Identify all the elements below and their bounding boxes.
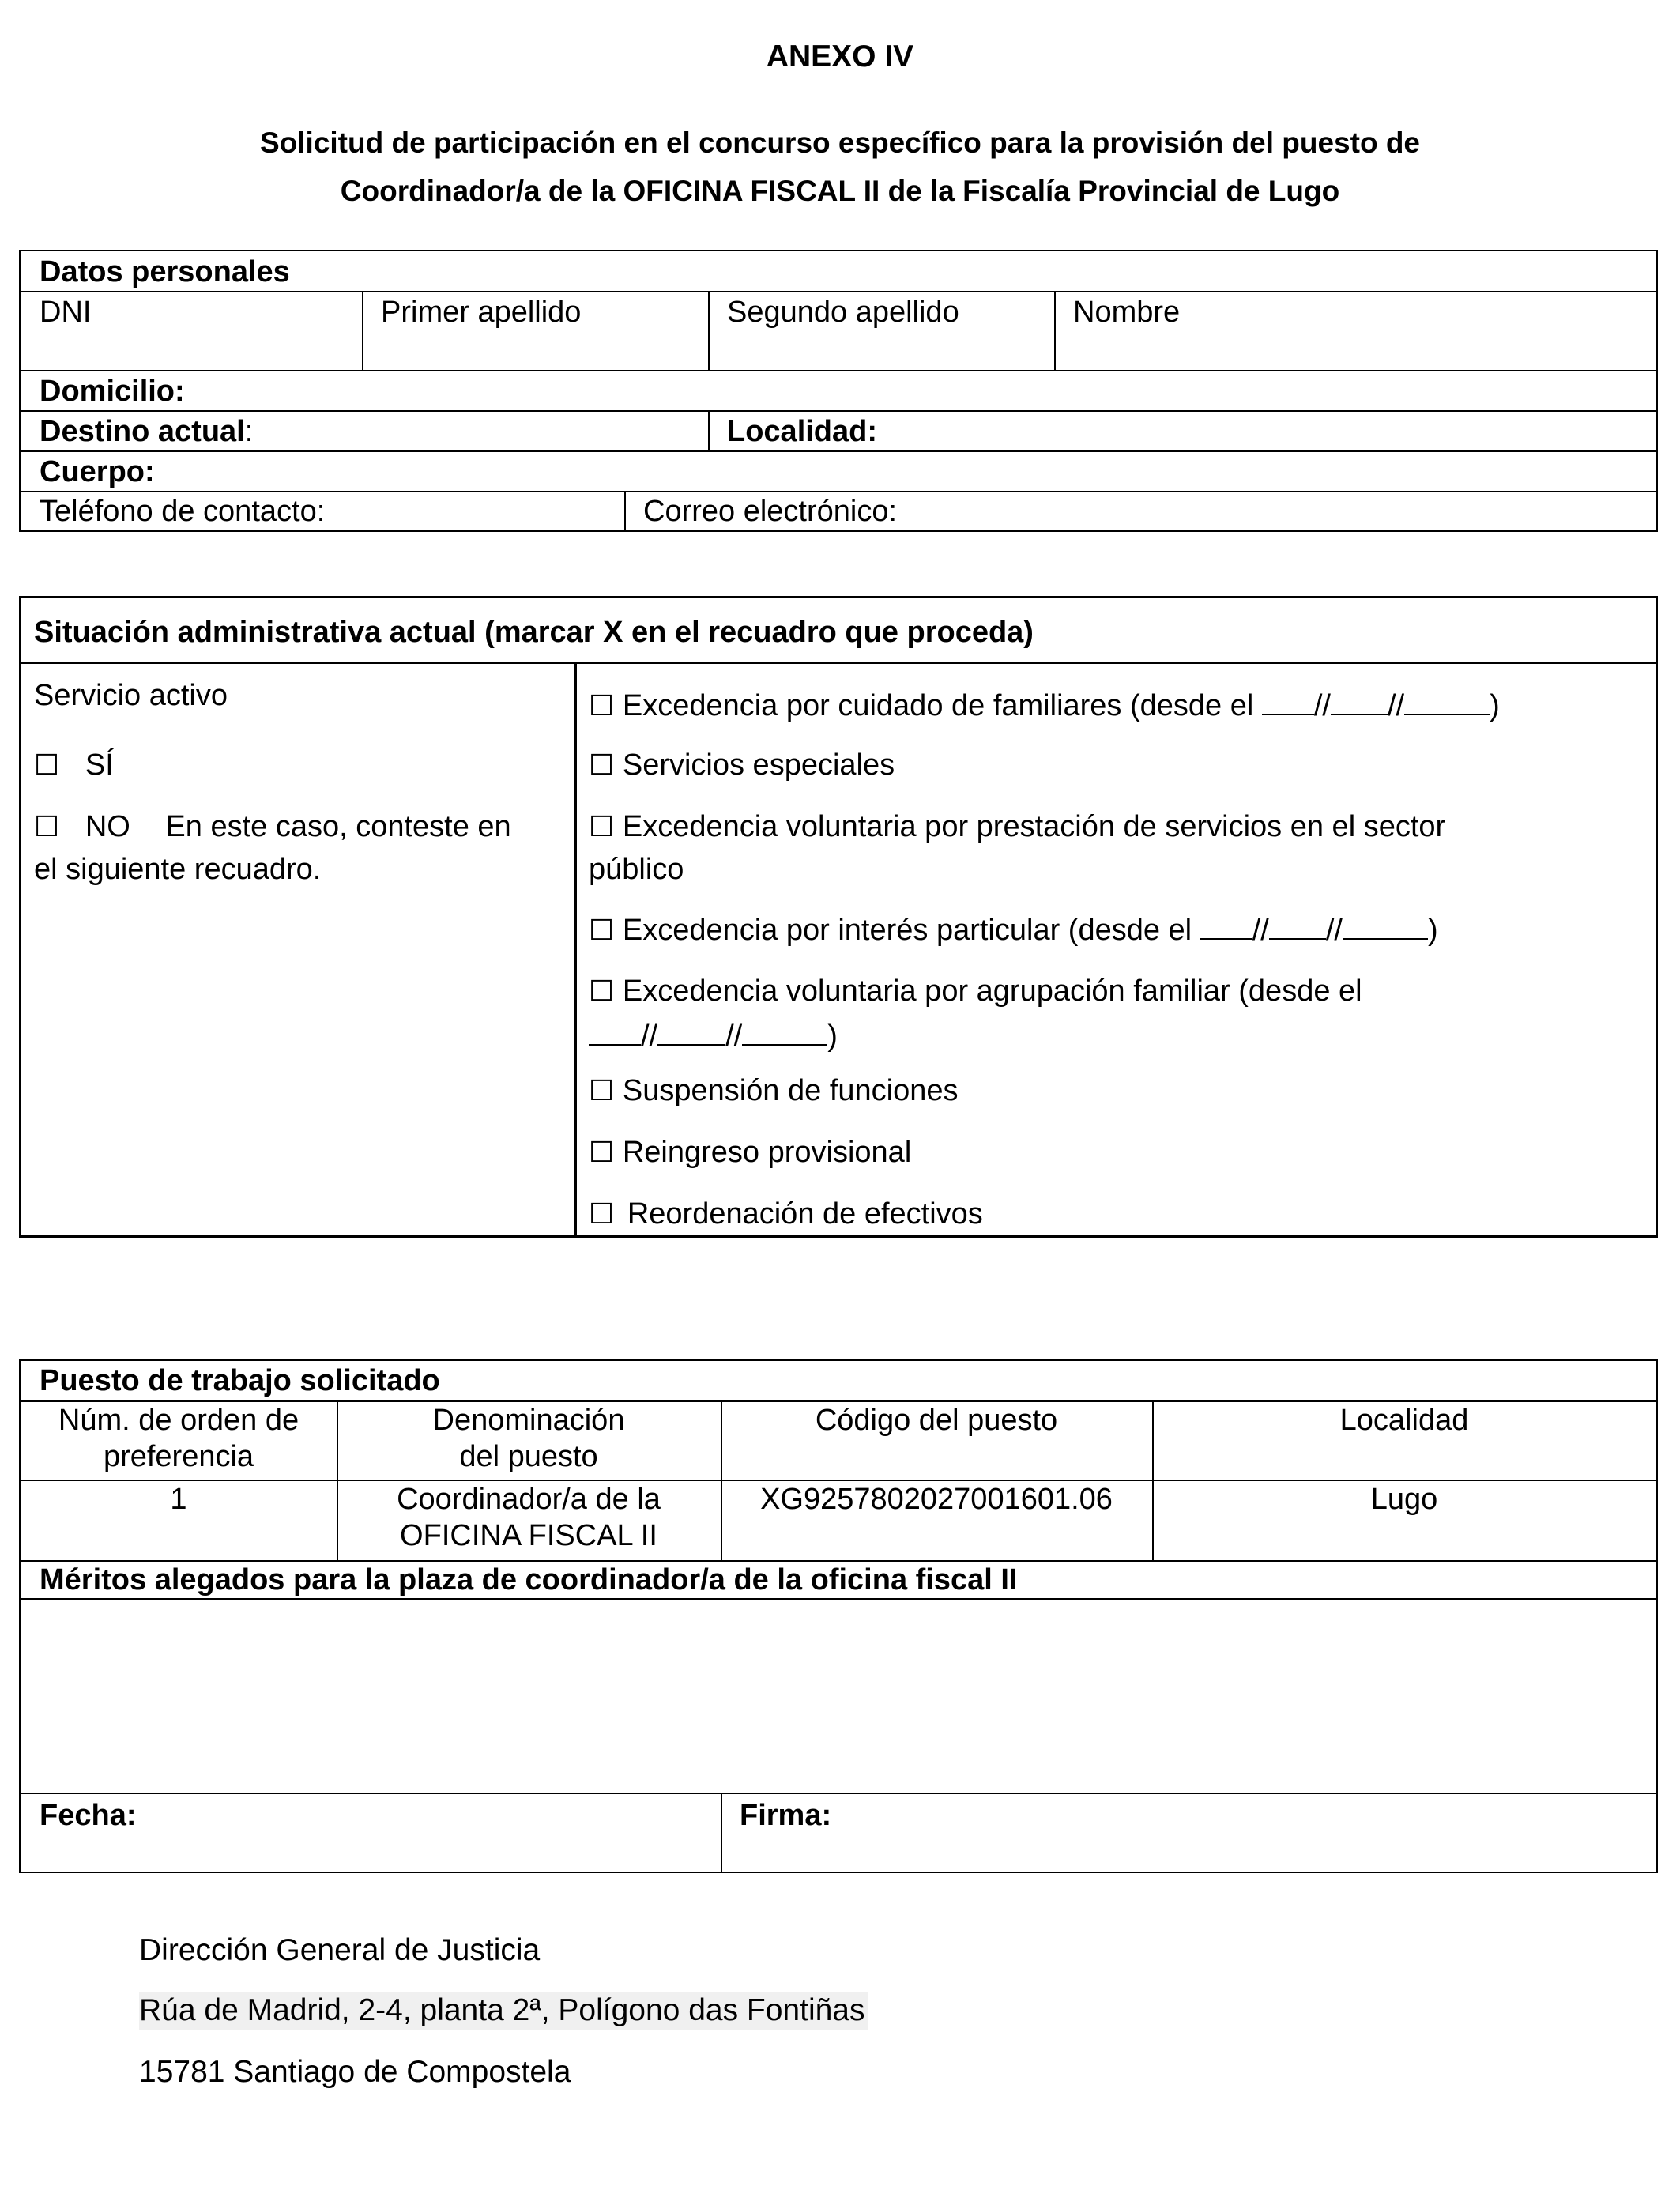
- no-option[interactable]: [34, 809, 511, 846]
- close-paren: ): [1427, 914, 1438, 947]
- phone-label: Teléfono de contacto:: [40, 495, 326, 528]
- current-post-label: [40, 413, 253, 450]
- date-blank[interactable]: [1262, 685, 1314, 715]
- personal-data-table: [19, 250, 1658, 532]
- option-special-services[interactable]: [589, 747, 895, 784]
- date-blank[interactable]: [657, 1016, 725, 1046]
- date-blank[interactable]: [1200, 910, 1252, 940]
- option-label: Reingreso provisional: [622, 1136, 912, 1169]
- name-label: Nombre: [1073, 296, 1181, 329]
- option-family-grouping-leave[interactable]: [589, 973, 1362, 1010]
- option-label: Servicios especiales: [622, 748, 895, 782]
- date-blank[interactable]: [1331, 685, 1388, 715]
- form-title-line1: Solicitud de participación en el concurso específico para la provisión del puesto de: [259, 126, 1421, 159]
- no-note-line2: el siguiente recuadro.: [34, 853, 322, 886]
- second-surname-label: Segundo apellido: [727, 296, 959, 329]
- date-blank[interactable]: [1269, 910, 1326, 940]
- checkbox-icon[interactable]: ☐: [589, 914, 615, 947]
- checkbox-icon[interactable]: ☐: [589, 690, 615, 722]
- signature-label: Firma:: [740, 1799, 832, 1832]
- footer-line1: Dirección General de Justicia: [139, 1933, 541, 1967]
- option-staff-reorganization[interactable]: [589, 1196, 983, 1233]
- form-title-line2: Coordinador/a de la OFICINA FISCAL II de la Fiscalía Provincial de Lugo: [340, 175, 1340, 207]
- option-label: Excedencia voluntaria por prestación de servicios en el sector: [622, 810, 1446, 843]
- merits-field[interactable]: [22, 1600, 1655, 1791]
- date-separator: //: [1325, 914, 1343, 947]
- active-service-label: Servicio activo: [34, 679, 228, 712]
- date-separator: //: [641, 1020, 658, 1053]
- checkbox-icon[interactable]: ☐: [589, 975, 615, 1008]
- checkbox-icon[interactable]: ☐: [589, 1137, 615, 1169]
- requested-post-header: Puesto de trabajo solicitado: [40, 1364, 440, 1397]
- checkbox-icon[interactable]: ☐: [589, 749, 615, 782]
- option-personal-interest-leave[interactable]: [589, 910, 1438, 949]
- date-separator: //: [725, 1020, 743, 1053]
- merits-header: Méritos alegados para la plaza de coordinador/a de la oficina fiscal II: [40, 1563, 1018, 1596]
- yes-checkbox-icon[interactable]: ☐: [34, 749, 60, 782]
- date-separator: //: [1252, 914, 1269, 947]
- col-code-header: Código del puesto: [815, 1404, 1058, 1437]
- locality-label: Localidad:: [727, 415, 878, 448]
- address-label: Domicilio:: [40, 375, 185, 408]
- current-post-colon: :: [244, 415, 254, 448]
- footer-line2: Rúa de Madrid, 2-4, planta 2ª, Polígono das Fontiñas: [139, 1992, 868, 2030]
- admin-situation-table: [19, 596, 1658, 1238]
- email-label: Correo electrónico:: [643, 495, 898, 528]
- date-blank[interactable]: [1404, 685, 1490, 715]
- date-blank[interactable]: [742, 1016, 827, 1046]
- option-provisional-reentry[interactable]: [589, 1134, 911, 1171]
- option-label: Excedencia por interés particular (desde el: [622, 914, 1192, 947]
- corps-label: Cuerpo:: [40, 455, 155, 488]
- option-family-care-leave[interactable]: [589, 685, 1500, 725]
- annex-title: ANEXO IV: [766, 40, 914, 74]
- date-blank[interactable]: [1343, 910, 1428, 940]
- checkbox-icon[interactable]: ☐: [589, 1075, 615, 1107]
- row-denomination-value: Coordinador/a de la OFICINA FISCAL II: [397, 1483, 661, 1552]
- yes-option[interactable]: [34, 747, 114, 784]
- option-label: Excedencia por cuidado de familiares (desde el: [622, 689, 1254, 722]
- col-locality-header: Localidad: [1339, 1404, 1469, 1437]
- option-suspension[interactable]: [589, 1072, 959, 1110]
- checkbox-icon[interactable]: ☐: [589, 1198, 615, 1231]
- close-paren: ): [827, 1020, 838, 1053]
- no-label: NO: [85, 810, 130, 843]
- no-checkbox-icon[interactable]: ☐: [34, 811, 60, 843]
- row-locality-value: Lugo: [1370, 1483, 1438, 1516]
- date-blank[interactable]: [589, 1016, 641, 1046]
- col-order-header: Núm. de orden de preferencia: [58, 1404, 299, 1473]
- dni-label: DNI: [40, 296, 92, 329]
- checkbox-icon[interactable]: ☐: [589, 811, 615, 843]
- row-code-value: XG9257802027001601.06: [760, 1483, 1113, 1516]
- first-surname-label: Primer apellido: [381, 296, 582, 329]
- personal-data-header: Datos personales: [40, 255, 290, 288]
- option-public-sector-leave[interactable]: [589, 809, 1445, 846]
- row-order-value: 1: [170, 1483, 187, 1516]
- requested-post-table: [19, 1359, 1658, 1873]
- col-denomination-header: Denominación del puesto: [432, 1404, 625, 1473]
- close-paren: ): [1490, 689, 1500, 722]
- date-separator: //: [1388, 689, 1405, 722]
- admin-situation-header: Situación administrativa actual (marcar X en el recuadro que proceda): [34, 616, 1034, 649]
- option-label: Suspensión de funciones: [622, 1074, 959, 1107]
- date-separator: //: [1313, 689, 1331, 722]
- option-label: Excedencia voluntaria por agrupación familiar (desde el: [622, 974, 1362, 1008]
- yes-label: SÍ: [85, 748, 114, 782]
- family-grouping-date[interactable]: [589, 1016, 838, 1054]
- date-label: Fecha:: [40, 1799, 137, 1832]
- no-note-line1: En este caso, conteste en: [165, 810, 511, 843]
- option-label: Reordenación de efectivos: [627, 1197, 983, 1231]
- footer-line3: 15781 Santiago de Compostela: [139, 2055, 571, 2089]
- current-post-text: Destino actual: [40, 415, 245, 448]
- option-public-sector-leave-cont: público: [589, 853, 684, 886]
